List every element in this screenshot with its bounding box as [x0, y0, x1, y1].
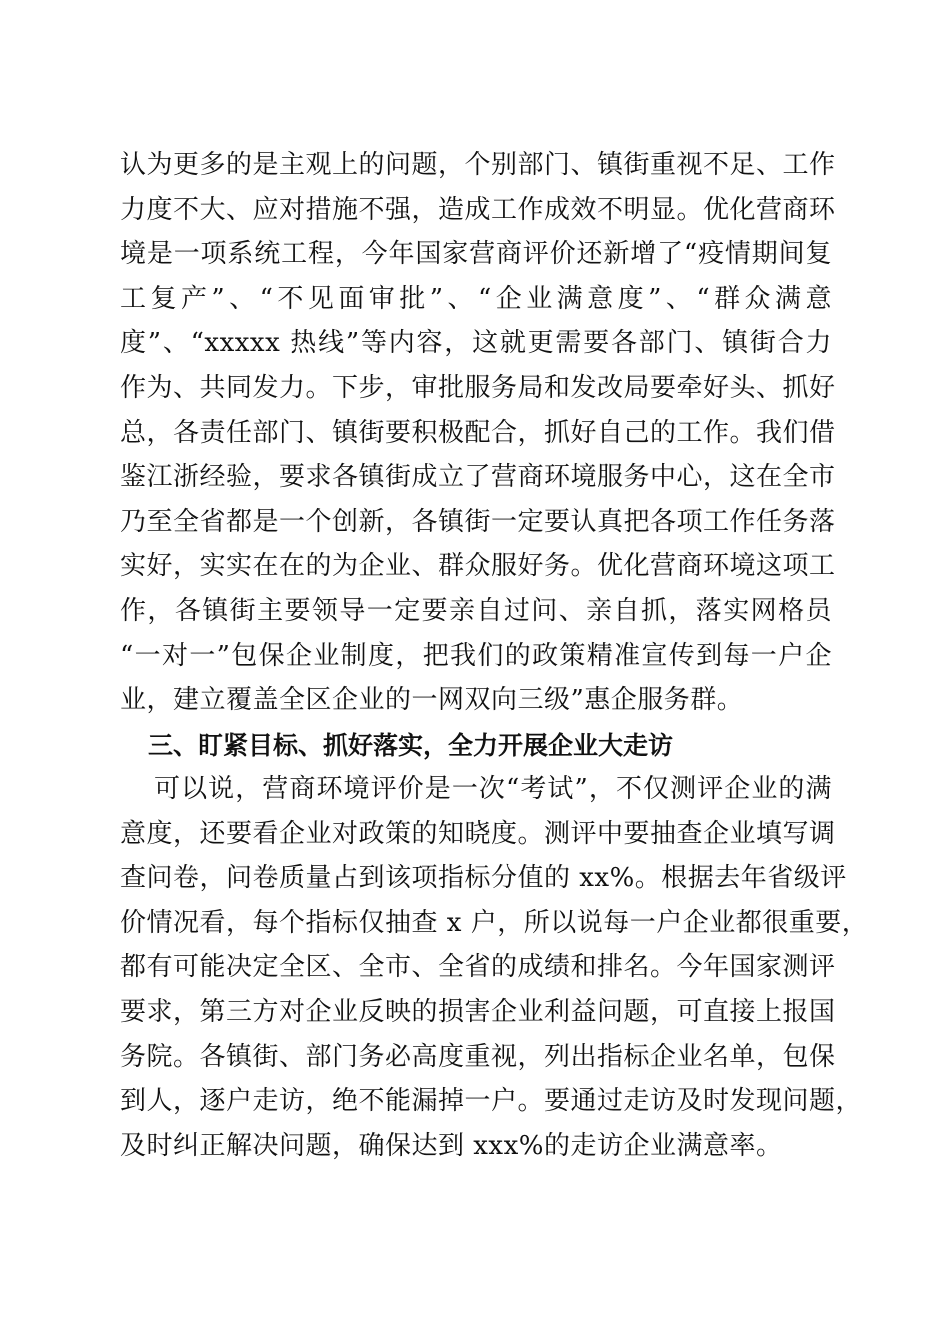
body-paragraph — [120, 767, 869, 1168]
paragraph-line: 工复产”、“不见面审批”、“企业满意度”、“群众满意 — [120, 283, 832, 314]
paragraph-line: 业，建立覆盖全区企业的一网双向三级”惠企服务群。 — [120, 685, 744, 716]
paragraph-line: 总，各责任部门、镇街要积极配合，抓好自己的工作。我们借 — [120, 417, 836, 448]
paragraph-line: 及时纠正解决问题，确保达到 xxx%的走访企业满意率。 — [120, 1130, 783, 1161]
paragraph-line: 作为、共同发力。下步，审批服务局和发改局要牵好头、抓好 — [120, 372, 836, 403]
paragraph-line: 查问卷，问卷质量占到该项指标分值的 xx%。根据去年省级评 — [120, 863, 847, 894]
paragraph-line: 意度，还要看企业对政策的知晓度。测评中要抽查企业填写调 — [120, 818, 836, 849]
paragraph-line: 认为更多的是主观上的问题，个别部门、镇街重视不足、工作 — [120, 150, 836, 180]
paragraph-line: 到人，逐户走访，绝不能漏掉一户。要通过走访及时发现问题， — [120, 1086, 863, 1117]
paragraph-line: 可以说，营商环境评价是一次“考试”，不仅测评企业的满 — [154, 774, 832, 804]
paragraph-line: 实好，实实在在的为企业、群众服好务。优化营商环境这项工 — [120, 551, 836, 582]
paragraph-line: 都有可能决定全区、全市、全省的成绩和排名。今年国家测评 — [120, 952, 836, 983]
paragraph-line: 作，各镇街主要领导一定要亲自过问、亲自抓，落实网格员 — [120, 595, 832, 626]
paragraph-line: 要求，第三方对企业反映的损害企业利益问题，可直接上报国 — [120, 996, 836, 1027]
paragraph-line: “一对一”包保企业制度，把我们的政策精准宣传到每一户企 — [120, 640, 832, 671]
paragraph-line: 力度不大、应对措施不强，造成工作成效不明显。优化营商环 — [120, 194, 836, 225]
body-paragraph — [120, 143, 836, 723]
paragraph-line: 境是一项系统工程，今年国家营商评价还新增了“疫情期间复 — [120, 239, 832, 270]
paragraph-line: 价情况看，每个指标仅抽查 x 户，所以说每一户企业都很重要， — [120, 907, 869, 938]
paragraph-line: 鉴江浙经验，要求各镇街成立了营商环境服务中心，这在全市 — [120, 462, 836, 493]
paragraph-line: 乃至全省都是一个创新，各镇街一定要认真把各项工作任务落 — [120, 506, 836, 537]
paragraph-line: 度”、“xxxxx 热线”等内容，这就更需要各部门、镇街合力 — [120, 328, 832, 359]
section-heading: 三、盯紧目标、抓好落实，全力开展企业大走访 — [148, 731, 674, 760]
paragraph-line: 务院。各镇街、部门务必高度重视，列出指标企业名单，包保 — [120, 1041, 836, 1072]
